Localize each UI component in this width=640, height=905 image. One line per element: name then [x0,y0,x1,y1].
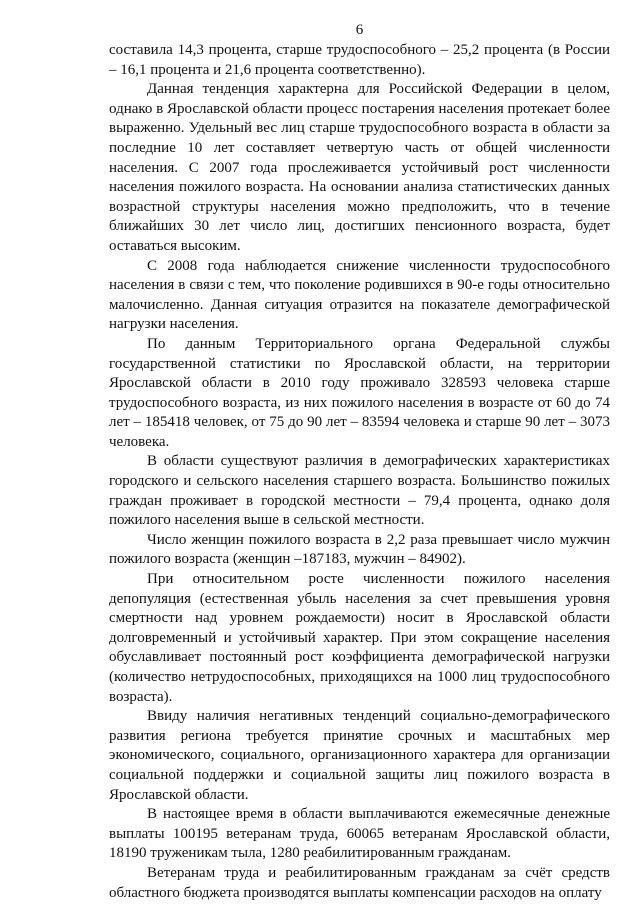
paragraph-statistics-2010: По данным Территориального органа Федеральной службы государственной статистики по Ярославской области, на территории Ярославской области в 2010 году проживало 328593 человека старше трудоспособного возраста, из них пожилого населения в возрасте от 60 до 74 лет – 185418 человек, от 75 до 90 лет – 83594 человека и старше 90 лет – 3073 человека. [109,335,610,450]
paragraph-gender-ratio: Число женщин пожилого возраста в 2,2 раза превышает число мужчин пожилого возраста (женщин –187183, мужчин – 84902). [109,531,610,568]
paragraph-negative-trends: Ввиду наличия негативных тенденций социально-демографического развития региона требуется принятие срочных и масштабных мер экономического, социального, организационного характера для организации социальной поддержки и социальной защиты лиц пожилого возраста в Ярославской области. [109,708,610,803]
paragraph-working-age-decline: С 2008 года наблюдается снижение численности трудоспособного населения в связи с тем, что поколение родившихся в 90-е годы относительно малочисленно. Данная ситуация отразится на показателе демографической нагрузки населения. [109,257,610,333]
paragraph-depopulation: При относительном росте численности пожилого населения депопуляция (естественная убыль населения за счет превышения уровня смертности над уровнем рождаемости) носит в Ярославской области долговременный и устойчивый характер. При этом сокращение населения обуславливает постоянный рост коэффициента демографической нагрузки (количество нетрудоспособных, приходящихся на 1000 лиц трудоспособного возраста). [109,571,610,705]
paragraph-aging-trend: Данная тенденция характерна для Российской Федерации в целом, однако в Ярославской области процесс постарения населения протекает более выраженно. Удельный вес лиц старше трудоспособного возраста в области за последние 10 лет составляет четвертую часть от общей численности населения. С 2007 года прослеживается устойчивый рост численности населения пожилого возраста. На основании анализа статистических данных возрастной структуры населения можно предположить, что в течение ближайших 30 лет число лиц, достигших пенсионного возраста, будет оставаться высоким. [109,81,610,254]
paragraph-urban-rural: В области существуют различия в демографических характеристиках городского и сельского населения старшего возраста. Большинство пожилых граждан проживает в городской местности – 79,4 процента, однако доля пожилого населения выше в сельской местности. [109,453,610,529]
paragraph-continuation: составила 14,3 процента, старше трудоспособного – 25,2 процента (в России – 16,1 процента и 21,6 процента соответственно). [109,42,610,78]
paragraph-compensation: Ветеранам труда и реабилитированным гражданам за счёт средств областного бюджета производятся выплаты компенсации расходов на оплату [109,864,610,901]
paragraph-monthly-payments: В настоящее время в области выплачиваются ежемесячные денежные выплаты 100195 ветеранам труда, 60065 ветеранам Ярославской области, 18190 труженикам тыла, 1280 реабилитированным гражданам. [109,806,610,862]
page-number: 6 [355,22,364,38]
document-page [109,20,610,903]
